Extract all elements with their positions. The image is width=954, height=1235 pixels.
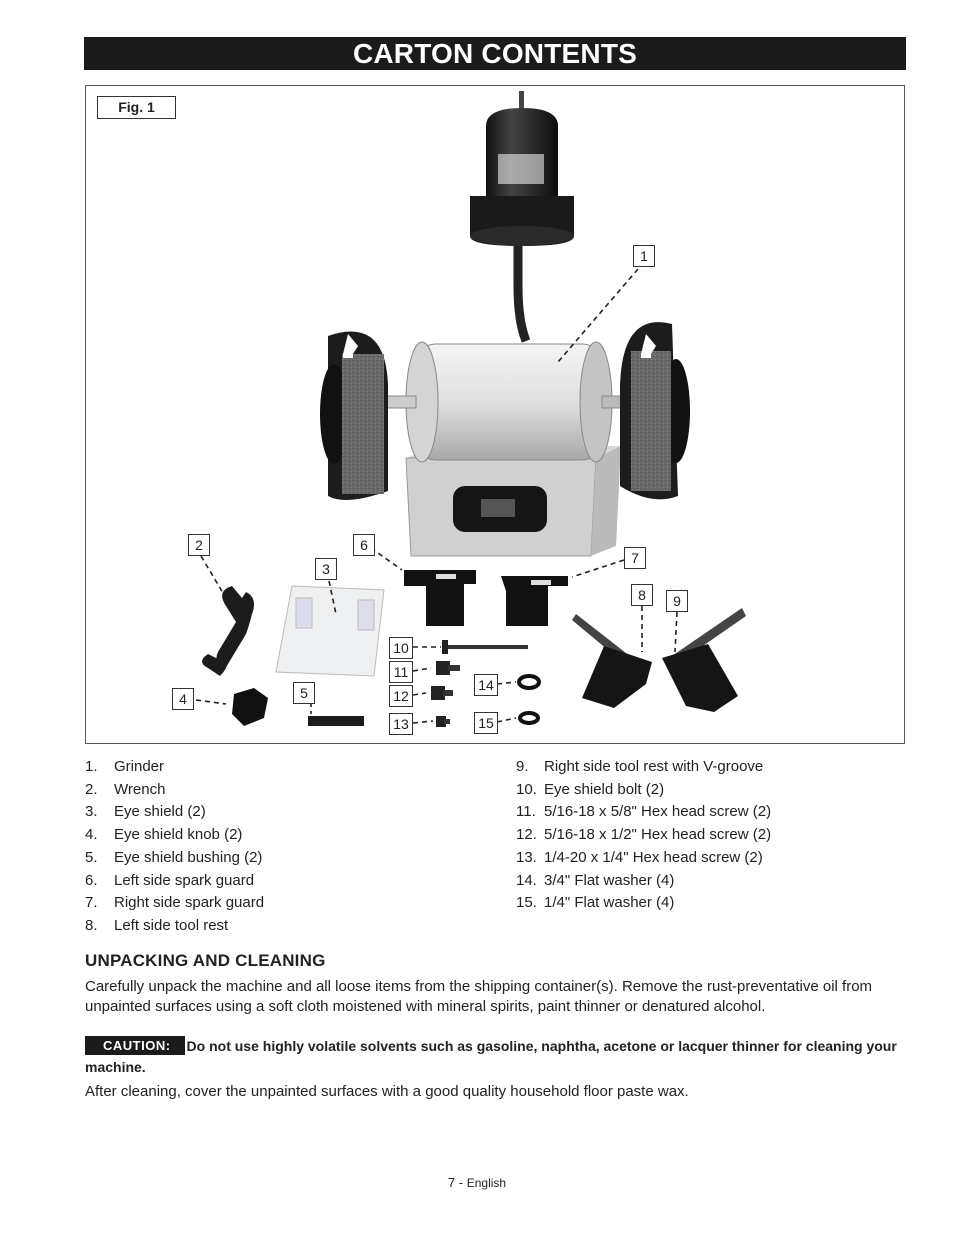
- unpacking-paragraph: Carefully unpack the machine and all loose items from the shipping container(s). Remove the rust-preventative oil from unpainted surfaces using a soft cloth moistened with mineral spirits, paint thinner or denatured alcohol.: [85, 978, 873, 1015]
- list-item: 5. Eye shield bushing (2): [85, 848, 263, 866]
- right-side-tool-rest: [662, 608, 746, 712]
- callout-13: 13: [389, 713, 413, 735]
- list-item: 3. Eye shield (2): [85, 803, 206, 821]
- hex-screw-1-2: [431, 686, 453, 700]
- figure-label: Fig. 1: [97, 96, 176, 119]
- eye-shield-knob: [232, 688, 268, 726]
- callout-4: 4: [172, 688, 194, 710]
- right-side-spark-guard: [501, 576, 568, 626]
- list-item: 1. Grinder: [85, 758, 165, 775]
- hex-screw-5-8: [436, 661, 460, 675]
- lamp: [470, 91, 574, 341]
- flat-washer-3-4: [519, 676, 539, 688]
- list-item: 8. Left side tool rest: [85, 916, 229, 934]
- wax-paragraph: After cleaning, cover the unpainted surfaces with a good quality household floor paste wax.: [85, 1083, 689, 1100]
- left-side-spark-guard: [404, 570, 476, 626]
- caution-notice: [85, 1036, 910, 1078]
- page-number: 7 -: [447, 1175, 464, 1190]
- list-item: 10. Eye shield bolt (2): [516, 780, 665, 798]
- callout-11: 11: [389, 661, 413, 683]
- eye-shield-bolt: [442, 640, 528, 654]
- list-item: 14. 3/4" Flat washer (4): [516, 871, 675, 889]
- page-footer: [0, 1175, 954, 1190]
- callout-5: 5: [293, 682, 315, 704]
- figure-carton-contents: [85, 85, 905, 744]
- left-side-tool-rest: [572, 614, 652, 708]
- page-title: CARTON CONTENTS: [84, 37, 906, 70]
- parts-list-right: [516, 756, 771, 915]
- left-grinding-wheel: [320, 332, 388, 500]
- list-item: 11. 5/16-18 x 5/8" Hex head screw (2): [516, 803, 772, 821]
- right-grinding-wheel: [620, 322, 690, 499]
- eye-shield: [276, 586, 384, 676]
- callout-15: 15: [474, 712, 498, 734]
- callout-1: 1: [633, 245, 655, 267]
- list-item: 6. Left side spark guard: [85, 871, 255, 889]
- eye-shield-bushing: [308, 716, 364, 726]
- callout-14: 14: [474, 674, 498, 696]
- flat-washer-1-4: [520, 713, 538, 723]
- callout-7: 7: [624, 547, 646, 569]
- grinder-illustration: [86, 86, 906, 745]
- parts-list-left: [85, 756, 264, 938]
- list-item: 13. 1/4-20 x 1/4" Hex head screw (2): [516, 848, 763, 866]
- hex-screw-1-4: [436, 716, 450, 727]
- grinder-motor: [386, 342, 632, 462]
- list-item: 15. 1/4" Flat washer (4): [516, 894, 675, 912]
- callout-9: 9: [666, 590, 688, 612]
- callout-10: 10: [389, 637, 413, 659]
- callout-2: 2: [188, 534, 210, 556]
- wrench: [202, 586, 254, 676]
- grinder-base: [406, 446, 621, 556]
- footer-language: English: [466, 1176, 507, 1190]
- list-item: 9. Right side tool rest with V-groove: [516, 758, 764, 775]
- callout-8: 8: [631, 584, 653, 606]
- list-item: 12. 5/16-18 x 1/2" Hex head screw (2): [516, 826, 772, 844]
- callout-12: 12: [389, 685, 413, 707]
- section-heading: UNPACKING AND CLEANING: [85, 951, 326, 970]
- caution-text: Do not use highly volatile solvents such as gasoline, naphtha, acetone or lacquer thinner for cleaning your machine.: [85, 1038, 897, 1075]
- callout-3: 3: [315, 558, 337, 580]
- callout-6: 6: [353, 534, 375, 556]
- list-item: 4. Eye shield knob (2): [85, 826, 243, 844]
- caution-badge: CAUTION:: [85, 1036, 185, 1055]
- list-item: 2. Wrench: [85, 780, 166, 798]
- list-item: 7. Right side spark guard: [85, 894, 265, 912]
